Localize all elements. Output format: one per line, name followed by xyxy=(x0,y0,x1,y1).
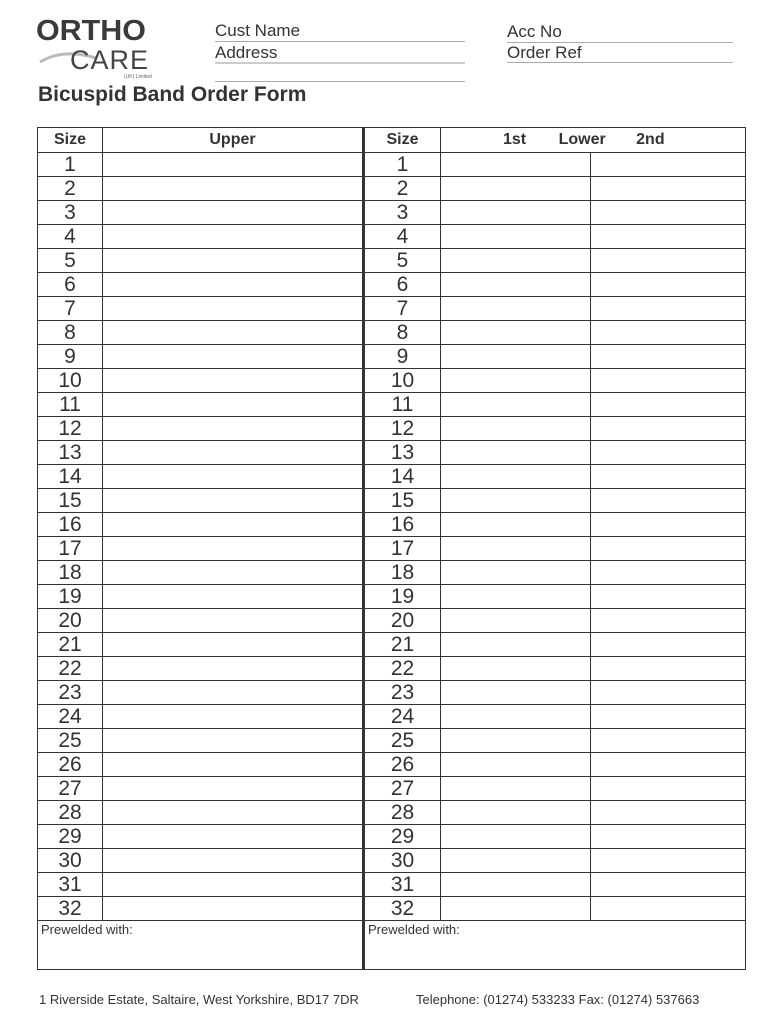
upper-qty-cell[interactable] xyxy=(103,681,364,705)
upper-qty-cell[interactable] xyxy=(103,417,364,441)
lower-2nd-qty-cell[interactable] xyxy=(591,657,746,681)
upper-qty-cell[interactable] xyxy=(103,513,364,537)
upper-qty-cell[interactable] xyxy=(103,849,364,873)
lower-1st-qty-cell[interactable] xyxy=(441,609,591,633)
table-row xyxy=(38,801,746,825)
lower-2nd-qty-cell[interactable] xyxy=(591,681,746,705)
size-left-cell: 11 xyxy=(38,393,103,417)
size-left-cell: 8 xyxy=(38,321,103,345)
prewelded-right-field[interactable] xyxy=(364,921,746,970)
lower-1st-qty-cell[interactable] xyxy=(441,825,591,849)
size-right-cell: 4 xyxy=(364,225,441,249)
size-right-cell: 32 xyxy=(364,897,441,921)
size-left-cell: 17 xyxy=(38,537,103,561)
upper-qty-cell[interactable] xyxy=(103,201,364,225)
size-left-cell: 21 xyxy=(38,633,103,657)
size-left-cell: 20 xyxy=(38,609,103,633)
lower-1st-qty-cell[interactable] xyxy=(441,801,591,825)
size-left-cell: 29 xyxy=(38,825,103,849)
table-row xyxy=(38,321,746,345)
table-row xyxy=(38,561,746,585)
lower-1st-qty-cell[interactable] xyxy=(441,441,591,465)
size-right-cell: 23 xyxy=(364,681,441,705)
upper-qty-cell[interactable] xyxy=(103,369,364,393)
lower-2nd-qty-cell[interactable] xyxy=(591,513,746,537)
upper-qty-cell[interactable] xyxy=(103,297,364,321)
logo-ortho-text: ORTHO xyxy=(36,15,146,47)
footer-contact: Telephone: (01274) 533233 Fax: (01274) 537663 xyxy=(416,992,700,1007)
prewelded-row xyxy=(38,921,746,970)
size-right-cell: 31 xyxy=(364,873,441,897)
table-row xyxy=(38,513,746,537)
lower-2nd-qty-cell[interactable] xyxy=(591,417,746,441)
upper-qty-cell[interactable] xyxy=(103,561,364,585)
size-left-cell: 18 xyxy=(38,561,103,585)
lower-1st-qty-cell[interactable] xyxy=(441,633,591,657)
lower-1st-qty-cell[interactable] xyxy=(441,465,591,489)
upper-qty-cell[interactable] xyxy=(103,777,364,801)
table-row xyxy=(38,705,746,729)
table-row xyxy=(38,225,746,249)
lower-1st-qty-cell[interactable] xyxy=(441,561,591,585)
upper-qty-cell[interactable] xyxy=(103,705,364,729)
address-input-line2[interactable] xyxy=(215,81,465,82)
size-right-cell: 29 xyxy=(364,825,441,849)
table-row xyxy=(38,393,746,417)
lower-1st-qty-cell[interactable] xyxy=(441,297,591,321)
lower-1st-qty-cell[interactable] xyxy=(441,177,591,201)
size-left-cell: 12 xyxy=(38,417,103,441)
logo-ltd-text: (UK) Limited xyxy=(124,74,152,80)
lower-2nd-qty-cell[interactable] xyxy=(591,825,746,849)
size-right-cell: 24 xyxy=(364,705,441,729)
size-left-cell: 16 xyxy=(38,513,103,537)
table-row xyxy=(38,297,746,321)
size-right-cell: 12 xyxy=(364,417,441,441)
size-left-cell: 30 xyxy=(38,849,103,873)
size-left-cell: 32 xyxy=(38,897,103,921)
prewelded-left-label: Prewelded with: xyxy=(41,922,133,937)
lower-1st-qty-cell[interactable] xyxy=(441,417,591,441)
order-table xyxy=(37,127,746,970)
lower-2nd-qty-cell[interactable] xyxy=(591,633,746,657)
size-right-cell: 28 xyxy=(364,801,441,825)
lower-2nd-qty-cell[interactable] xyxy=(591,201,746,225)
table-row xyxy=(38,273,746,297)
cust-name-input[interactable] xyxy=(215,41,465,42)
size-left-cell: 5 xyxy=(38,249,103,273)
upper-qty-cell[interactable] xyxy=(103,825,364,849)
lower-2nd-qty-cell[interactable] xyxy=(591,153,746,177)
lower-2nd-qty-cell[interactable] xyxy=(591,345,746,369)
lower-2nd-qty-cell[interactable] xyxy=(591,873,746,897)
lower-1st-qty-cell[interactable] xyxy=(441,729,591,753)
header-upper: Upper xyxy=(103,128,364,153)
prewelded-left-field[interactable] xyxy=(38,921,364,970)
size-left-cell: 22 xyxy=(38,657,103,681)
lower-2nd-qty-cell[interactable] xyxy=(591,585,746,609)
lower-2nd-qty-cell[interactable] xyxy=(591,609,746,633)
acc-no-label: Acc No xyxy=(507,22,562,41)
lower-2nd-qty-cell[interactable] xyxy=(591,225,746,249)
lower-1st-qty-cell[interactable] xyxy=(441,585,591,609)
cust-name-label: Cust Name xyxy=(215,21,301,40)
lower-1st-qty-cell[interactable] xyxy=(441,273,591,297)
lower-2nd-qty-cell[interactable] xyxy=(591,297,746,321)
size-right-cell: 11 xyxy=(364,393,441,417)
size-left-cell: 6 xyxy=(38,273,103,297)
upper-qty-cell[interactable] xyxy=(103,633,364,657)
lower-2nd-qty-cell[interactable] xyxy=(591,801,746,825)
table-row xyxy=(38,657,746,681)
lower-1st-qty-cell[interactable] xyxy=(441,681,591,705)
lower-1st-qty-cell[interactable] xyxy=(441,897,591,921)
table-row xyxy=(38,873,746,897)
table-row xyxy=(38,825,746,849)
size-left-cell: 1 xyxy=(38,153,103,177)
table-row xyxy=(38,753,746,777)
header-lower xyxy=(441,128,746,153)
lower-1st-qty-cell[interactable] xyxy=(441,369,591,393)
address-input[interactable] xyxy=(215,62,465,64)
table-row xyxy=(38,897,746,921)
lower-2nd-qty-cell[interactable] xyxy=(591,249,746,273)
lower-2nd-qty-cell[interactable] xyxy=(591,729,746,753)
lower-2nd-qty-cell[interactable] xyxy=(591,537,746,561)
size-left-cell: 23 xyxy=(38,681,103,705)
size-left-cell: 14 xyxy=(38,465,103,489)
upper-qty-cell[interactable] xyxy=(103,657,364,681)
size-left-cell: 19 xyxy=(38,585,103,609)
table-row xyxy=(38,729,746,753)
upper-qty-cell[interactable] xyxy=(103,753,364,777)
upper-qty-cell[interactable] xyxy=(103,609,364,633)
lower-1st-qty-cell[interactable] xyxy=(441,345,591,369)
size-right-cell: 30 xyxy=(364,849,441,873)
size-right-cell: 18 xyxy=(364,561,441,585)
size-left-cell: 4 xyxy=(38,225,103,249)
size-right-cell: 27 xyxy=(364,777,441,801)
upper-qty-cell[interactable] xyxy=(103,897,364,921)
size-right-cell: 13 xyxy=(364,441,441,465)
footer-address: 1 Riverside Estate, Saltaire, West Yorkshire, BD17 7DR xyxy=(39,992,359,1007)
size-right-cell: 25 xyxy=(364,729,441,753)
lower-2nd-qty-cell[interactable] xyxy=(591,441,746,465)
upper-qty-cell[interactable] xyxy=(103,537,364,561)
address-label: Address xyxy=(215,43,278,62)
lower-2nd-qty-cell[interactable] xyxy=(591,561,746,585)
size-right-cell: 26 xyxy=(364,753,441,777)
table-row xyxy=(38,177,746,201)
table-row xyxy=(38,609,746,633)
table-row xyxy=(38,369,746,393)
lower-2nd-qty-cell[interactable] xyxy=(591,177,746,201)
size-left-cell: 3 xyxy=(38,201,103,225)
lower-1st-qty-cell[interactable] xyxy=(441,537,591,561)
lower-2nd-qty-cell[interactable] xyxy=(591,369,746,393)
header-size-right: Size xyxy=(364,128,441,153)
lower-1st-qty-cell[interactable] xyxy=(441,201,591,225)
size-left-cell: 10 xyxy=(38,369,103,393)
size-left-cell: 26 xyxy=(38,753,103,777)
size-left-cell: 7 xyxy=(38,297,103,321)
size-left-cell: 28 xyxy=(38,801,103,825)
size-right-cell: 19 xyxy=(364,585,441,609)
table-row xyxy=(38,849,746,873)
table-row xyxy=(38,249,746,273)
size-left-cell: 24 xyxy=(38,705,103,729)
table-row xyxy=(38,777,746,801)
lower-1st-qty-cell[interactable] xyxy=(441,153,591,177)
size-right-cell: 8 xyxy=(364,321,441,345)
lower-1st-qty-cell[interactable] xyxy=(441,249,591,273)
prewelded-right-label: Prewelded with: xyxy=(368,922,460,937)
upper-qty-cell[interactable] xyxy=(103,345,364,369)
upper-qty-cell[interactable] xyxy=(103,441,364,465)
upper-qty-cell[interactable] xyxy=(103,177,364,201)
upper-qty-cell[interactable] xyxy=(103,801,364,825)
size-right-cell: 21 xyxy=(364,633,441,657)
size-right-cell: 17 xyxy=(364,537,441,561)
lower-1st-qty-cell[interactable] xyxy=(441,513,591,537)
lower-2nd-qty-cell[interactable] xyxy=(591,273,746,297)
table-row xyxy=(38,201,746,225)
table-header-row xyxy=(38,128,746,153)
lower-1st-qty-cell[interactable] xyxy=(441,753,591,777)
size-left-cell: 25 xyxy=(38,729,103,753)
table-row xyxy=(38,153,746,177)
lower-1st-qty-cell[interactable] xyxy=(441,225,591,249)
lower-1st-qty-cell[interactable] xyxy=(441,321,591,345)
table-row xyxy=(38,537,746,561)
lower-2nd-qty-cell[interactable] xyxy=(591,489,746,513)
upper-qty-cell[interactable] xyxy=(103,873,364,897)
size-right-cell: 2 xyxy=(364,177,441,201)
table-row xyxy=(38,417,746,441)
size-right-cell: 6 xyxy=(364,273,441,297)
upper-qty-cell[interactable] xyxy=(103,249,364,273)
table-row xyxy=(38,681,746,705)
size-left-cell: 31 xyxy=(38,873,103,897)
size-right-cell: 9 xyxy=(364,345,441,369)
size-right-cell: 10 xyxy=(364,369,441,393)
lower-1st-qty-cell[interactable] xyxy=(441,489,591,513)
lower-2nd-qty-cell[interactable] xyxy=(591,897,746,921)
upper-qty-cell[interactable] xyxy=(103,465,364,489)
order-ref-label: Order Ref xyxy=(507,43,582,62)
lower-1st-qty-cell[interactable] xyxy=(441,657,591,681)
lower-2nd-qty-cell[interactable] xyxy=(591,753,746,777)
lower-1st-qty-cell[interactable] xyxy=(441,393,591,417)
size-right-cell: 16 xyxy=(364,513,441,537)
size-right-cell: 1 xyxy=(364,153,441,177)
header-2nd: 2nd xyxy=(636,131,665,148)
upper-qty-cell[interactable] xyxy=(103,225,364,249)
lower-2nd-qty-cell[interactable] xyxy=(591,321,746,345)
upper-qty-cell[interactable] xyxy=(103,321,364,345)
header-1st: 1st xyxy=(503,131,527,148)
size-left-cell: 13 xyxy=(38,441,103,465)
upper-qty-cell[interactable] xyxy=(103,489,364,513)
table-row xyxy=(38,465,746,489)
size-left-cell: 27 xyxy=(38,777,103,801)
table-row xyxy=(38,633,746,657)
table-row xyxy=(38,489,746,513)
size-right-cell: 20 xyxy=(364,609,441,633)
size-left-cell: 9 xyxy=(38,345,103,369)
lower-1st-qty-cell[interactable] xyxy=(441,705,591,729)
upper-qty-cell[interactable] xyxy=(103,273,364,297)
header-size-left: Size xyxy=(38,128,103,153)
upper-qty-cell[interactable] xyxy=(103,153,364,177)
page-title: Bicuspid Band Order Form xyxy=(38,83,307,106)
table-row xyxy=(38,441,746,465)
lower-1st-qty-cell[interactable] xyxy=(441,777,591,801)
lower-2nd-qty-cell[interactable] xyxy=(591,849,746,873)
lower-2nd-qty-cell[interactable] xyxy=(591,777,746,801)
lower-1st-qty-cell[interactable] xyxy=(441,849,591,873)
size-right-cell: 15 xyxy=(364,489,441,513)
size-left-cell: 15 xyxy=(38,489,103,513)
lower-2nd-qty-cell[interactable] xyxy=(591,705,746,729)
size-right-cell: 5 xyxy=(364,249,441,273)
size-right-cell: 3 xyxy=(364,201,441,225)
size-right-cell: 7 xyxy=(364,297,441,321)
header-lower-label: Lower xyxy=(558,131,606,148)
upper-qty-cell[interactable] xyxy=(103,729,364,753)
upper-qty-cell[interactable] xyxy=(103,393,364,417)
lower-2nd-qty-cell[interactable] xyxy=(591,393,746,417)
size-left-cell: 2 xyxy=(38,177,103,201)
logo-care-text: CARE xyxy=(70,45,150,75)
order-ref-input[interactable] xyxy=(507,62,733,63)
lower-1st-qty-cell[interactable] xyxy=(441,873,591,897)
size-right-cell: 22 xyxy=(364,657,441,681)
size-right-cell: 14 xyxy=(364,465,441,489)
table-row xyxy=(38,585,746,609)
lower-2nd-qty-cell[interactable] xyxy=(591,465,746,489)
table-row xyxy=(38,345,746,369)
upper-qty-cell[interactable] xyxy=(103,585,364,609)
